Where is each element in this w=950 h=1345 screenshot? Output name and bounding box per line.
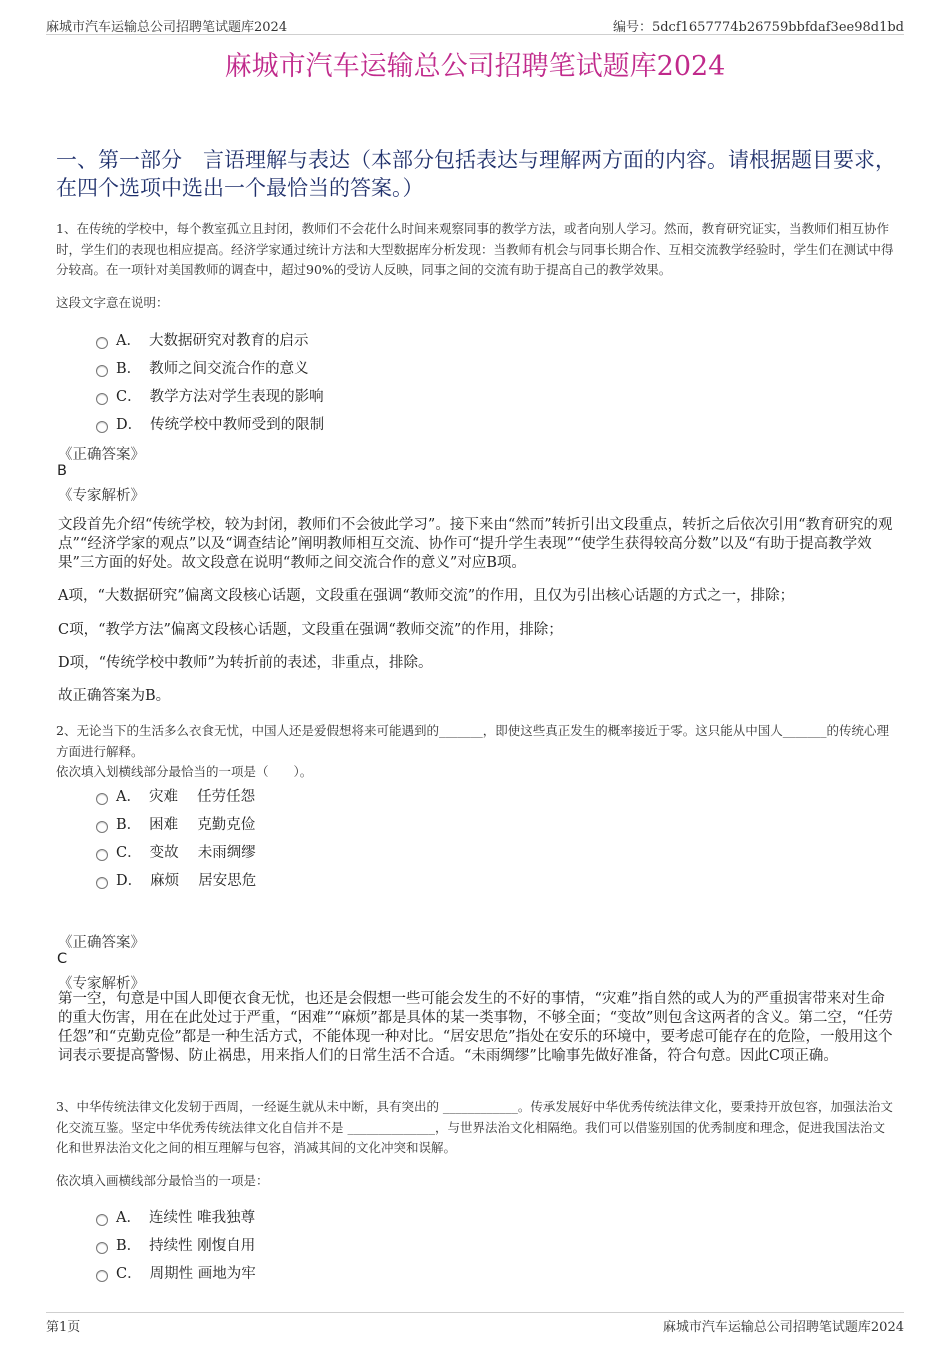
- question-3-stem: 3、中华传统法律文化发轫于西周，一经诞生就从未中断，具有突出的 ____________。传承发展好中华优秀传统法律文化，要秉持开放包容，加强法治文化交流互鉴。坚定中华优秀传统法律文化自信并不是 ______________，与世界法治文化相隔绝。我们可以借鉴别国的优秀制度和理念，促进我国法治文化和世界法治文化之间的相互理解与包容，消减其间的文化冲突和误解。: [56, 1099, 893, 1155]
- q2-option-c[interactable]: C． 变故 未雨绸缪: [96, 841, 256, 861]
- page-footer: [46, 1312, 904, 1335]
- footer-title: 麻城市汽车运输总公司招聘笔试题库2024: [662, 1320, 904, 1335]
- q3-option-b[interactable]: B． 持续性 刚愎自用: [96, 1234, 255, 1254]
- q1-analysis-para-1: 文段首先介绍“传统学校，较为封闭，教师们不会彼此学习”。接下来由“然而”转折引出文段重点，转折之后依次引用“教育研究的观点”“经济学家的观点”以及“调查结论”阐明教师相互交流、协作可“提升学生表现”“使学生获得较高分数”以及“有助于提高教学效果”三方面的好处。故文段意在说明“教师之间交流合作的意义”对应B项。: [58, 517, 893, 571]
- q1-option-a[interactable]: A． 大数据研究对教育的启示: [96, 329, 308, 349]
- radio-icon[interactable]: [96, 365, 108, 377]
- q1-analysis-para-2: A项，“大数据研究”偏离文段核心话题，文段重在强调“教师交流”的作用，且仅为引出核心话题的方式之一，排除；: [58, 588, 795, 604]
- q3-option-c[interactable]: C． 周期性 画地为牢: [96, 1262, 256, 1282]
- radio-icon[interactable]: [96, 1270, 108, 1282]
- question-3-prompt: 依次填入画横线部分最恰当的一项是：: [56, 1173, 269, 1188]
- q2-option-d[interactable]: D． 麻烦 居安思危: [96, 869, 256, 889]
- document-id: 编号：5dcf1657774b26759bbfdaf3ee98d1bd: [612, 20, 904, 35]
- page-header: [46, 14, 904, 35]
- q1-analysis-para-4: D项，“传统学校中教师”为转折前的表述，非重点，排除。: [58, 655, 433, 671]
- radio-icon[interactable]: [96, 337, 108, 349]
- radio-icon[interactable]: [96, 421, 108, 433]
- q2-answer: C: [57, 951, 68, 967]
- q1-option-d[interactable]: D． 传统学校中教师受到的限制: [96, 413, 324, 433]
- question-2-prompt: 依次填入划横线部分最恰当的一项是（ ）。: [56, 764, 313, 779]
- q1-option-b[interactable]: B． 教师之间交流合作的意义: [96, 357, 309, 377]
- radio-icon[interactable]: [96, 793, 108, 805]
- question-1-stem: 1、在传统的学校中，每个教室孤立且封闭，教师们不会花什么时间来观察同事的教学方法，或者向别人学习。然而，教育研究证实，当教师们相互协作时，学生们的表现也相应提高。经济学家通过统计方法和大型数据库分析发现：当教师有机会与同事长期合作、互相交流教学经验时，学生们在测试中得分较高。在一项针对美国教师的调查中，超过90%的受访人反映，同事之间的交流有助于提高自己的教学效果。: [56, 221, 894, 277]
- q3-option-a[interactable]: A． 连续性 唯我独尊: [96, 1206, 255, 1226]
- page-title: 麻城市汽车运输总公司招聘笔试题库2024: [224, 51, 726, 82]
- radio-icon[interactable]: [96, 849, 108, 861]
- q1-answer: B: [57, 463, 67, 479]
- q1-analysis-para-3: C项，“教学方法”偏离文段核心话题，文段重在强调“教师交流”的作用，排除；: [58, 622, 563, 638]
- q1-analysis-para-5: 故正确答案为B。: [58, 688, 171, 704]
- radio-icon[interactable]: [96, 1214, 108, 1226]
- q2-answer-label: 《正确答案》: [58, 935, 145, 951]
- question-1-prompt: 这段文字意在说明：: [56, 295, 169, 310]
- header-left: 麻城市汽车运输总公司招聘笔试题库2024: [46, 20, 288, 35]
- radio-icon[interactable]: [96, 393, 108, 405]
- q1-option-c[interactable]: C． 教学方法对学生表现的影响: [96, 385, 324, 405]
- radio-icon[interactable]: [96, 821, 108, 833]
- radio-icon[interactable]: [96, 1242, 108, 1254]
- section-heading: 一、第一部分 言语理解与表达（本部分包括表达与理解两方面的内容。请根据题目要求，在四个选项中选出一个最恰当的答案。）: [56, 148, 896, 200]
- q2-analysis: 第一空，句意是中国人即便衣食无忧，也还是会假想一些可能会发生的不好的事情，“灾难”指自然的或人为的严重损害带来对生命的重大伤害，用在在此处过于严重，“困难”“麻烦”都是具体的某一类事物，不够全面；“变故”则包含这两者的含义。第二空，“任劳任怨”和“克勤克俭”都是一种生活方式，不能体现一种对比。“居安思危”指处在安乐的环境中，要考虑可能存在的危险，一般用这个词表示要提高警惕、防止祸患，用来指人们的日常生活不合适。“未雨绸缪”比喻事先做好准备，符合句意。因此C项正确。: [58, 991, 893, 1064]
- q2-analysis-label: 《专家解析》: [58, 976, 145, 992]
- question-2-stem: 2、无论当下的生活多么衣食无忧，中国人还是爱假想将来可能遇到的_______，即使这些真正发生的概率接近于零。这只能从中国人_______的传统心理方面进行解释。: [56, 723, 889, 759]
- q1-answer-label: 《正确答案》: [58, 447, 145, 463]
- page-number: 第1页: [46, 1320, 81, 1335]
- q1-analysis-label: 《专家解析》: [58, 488, 145, 504]
- radio-icon[interactable]: [96, 877, 108, 889]
- q2-option-a[interactable]: A． 灾难 任劳任怨: [96, 785, 255, 805]
- q2-option-b[interactable]: B． 困难 克勤克俭: [96, 813, 255, 833]
